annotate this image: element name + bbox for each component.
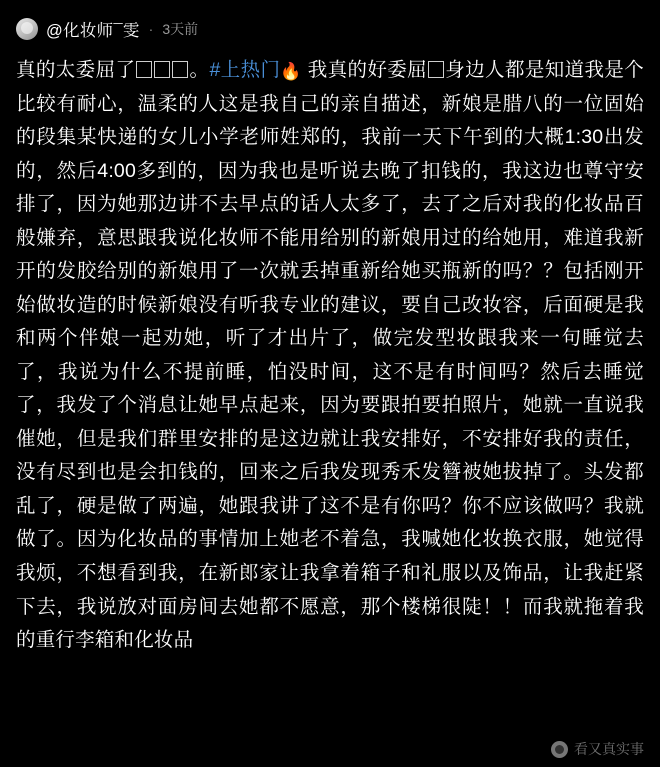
hashtag-link[interactable]: #上热门 xyxy=(209,59,281,81)
unknown-glyph-icon xyxy=(172,61,188,78)
post-lead-end: 。 xyxy=(189,59,210,81)
avatar[interactable] xyxy=(16,18,38,40)
app-logo-icon xyxy=(551,741,568,758)
watermark-text: 看又真实事 xyxy=(574,741,644,757)
post-header xyxy=(16,14,644,44)
post-text-part-a: 我真的好委屈 xyxy=(301,59,428,81)
fire-icon: 🔥 xyxy=(280,62,302,81)
unknown-glyph-icon xyxy=(428,61,444,78)
post-lead-text: 真的太委屈了 xyxy=(16,59,136,81)
post-text-part-b: 身边人都是知道我是个比较有耐心，温柔的人这是我自己的亲自描述，新娘是腊八的一位固始的段集某快递的女儿小学老师姓郑的，我前一天下午到的大概1:30出发的，然后4:00多到的，因为我也是听说去晚了扣钱的，我这边也尊守安排了，因为她那边讲不去早点的话人太多了，去了之后对我的化妆品百般嫌弃，意思跟我说化妆师不能用给别的新娘用过的给她用，难道我新开的发胶给别的新娘用了一次就丢掉重新给她买瓶新的吗？？包括刚开始做妆造的时候新娘没有听我专业的建议，要自己改妆容，后面硬是我和两个伴娘一起劝她，听了才出片了，做完发型妆跟我来一句睡觉去了，我说为什么不提前睡，怕没时间，这不是有时间吗？然后去睡觉了，我发了个消息让她早点起来，因为要跟拍要拍照片，她就一直说我催她，但是我们群里安排的是这边就让我安排好，不安排好我的责任，没有尽到也是会扣钱的，回来之后我发现秀禾发簪被她拔掉了。头发都乱了，硬是做了两遍，她跟我讲了这不是有你吗？你不应该做吗？我就做了。因为化妆品的事情加上她老不着急，我喊她化妆换衣服，她觉得我烦，不想看到我，在新郎家让我拿着箱子和礼服以及饰品，让我赶紧下去，我说放对面房间去她都不愿意，那个楼梯很陡！！而我就拖着我的重行李箱和化妆品 xyxy=(16,59,644,652)
post-body xyxy=(16,54,644,658)
author-username[interactable]: @化妆师¯雯 xyxy=(46,22,140,40)
watermark xyxy=(551,739,644,759)
separator-dot: · xyxy=(148,21,154,37)
unknown-glyph-icon xyxy=(154,61,170,78)
post-timestamp: 3天前 xyxy=(162,21,199,37)
unknown-glyph-icon xyxy=(136,61,152,78)
